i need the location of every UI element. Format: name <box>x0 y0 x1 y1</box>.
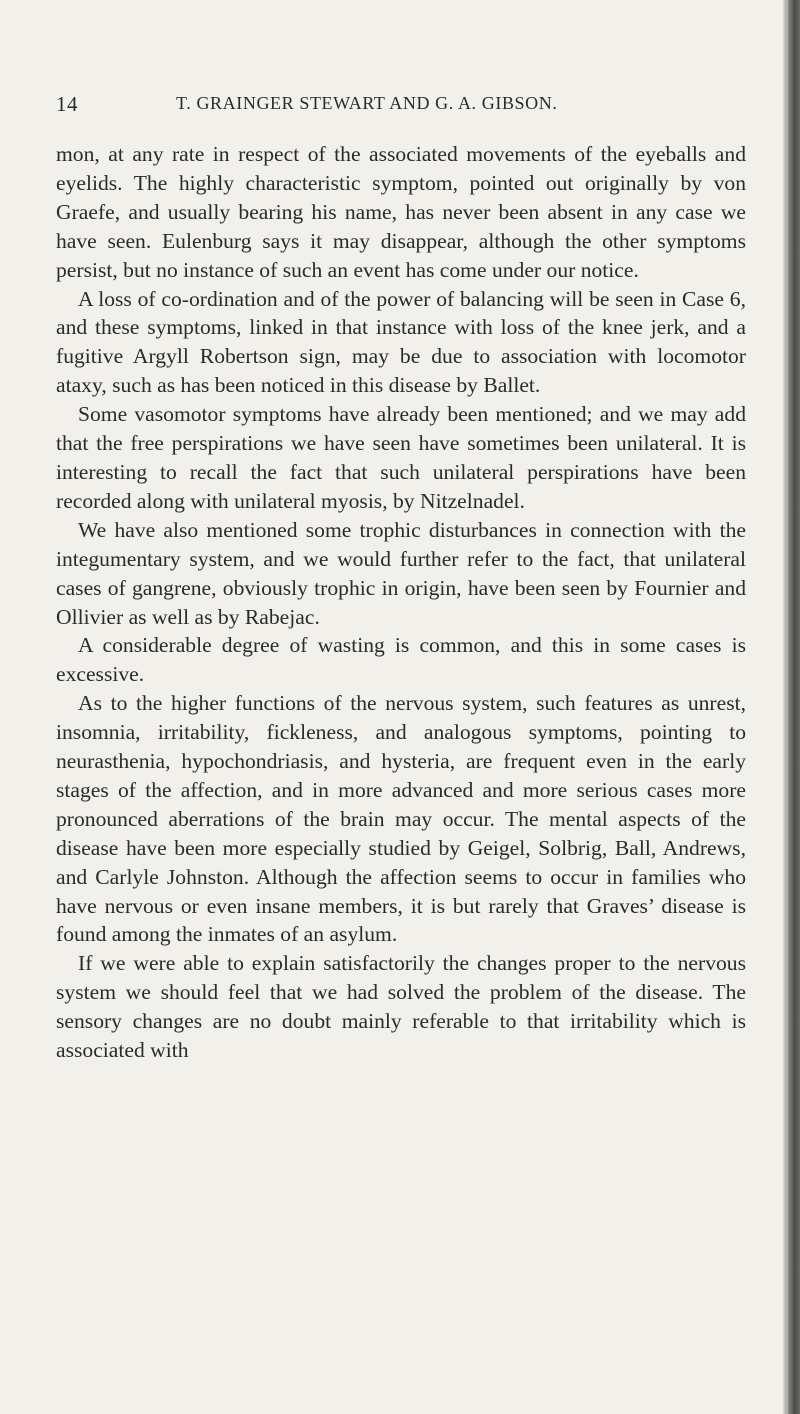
paragraph-continued: mon, at any rate in respect of the associated movements of the eyeballs and eyelids. The highly characteristic symptom, pointed out originally by von Graefe, and usually bearing his name, has never been absent in any case we have seen. Eulenburg says it may disappear, although the other symptoms persist, but no instance of such an event has come under our notice. <box>56 142 746 282</box>
paragraph-vasomotor: Some vasomotor symptoms have already been mentioned; and we may add that the free perspirations we have seen have sometimes been unilateral. It is interesting to recall the fact that such unilateral perspirations have been recorded along with unilateral myosis, by Nitzelnadel. <box>56 402 746 513</box>
page-header <box>56 92 746 116</box>
paragraph-nervous-system: If we were able to explain satisfactorily the changes proper to the nervous system we should feel that we had solved the problem of the disease. The sensory changes are no doubt mainly referable to that irritability which is associated with <box>56 951 746 1063</box>
paragraph-wasting: A considerable degree of wasting is common, and this in some cases is excessive. <box>56 633 746 687</box>
paragraph-trophic: We have also mentioned some trophic disturbances in connection with the integumentary system, and we would further refer to the fact, that unilateral cases of gangrene, obviously trophic in origin, have been seen by Fournier and Ollivier as well as by Rabejac. <box>56 517 746 629</box>
paragraph-higher-functions: As to the higher functions of the nervous system, such features as unrest, insomnia, irritability, fickleness, and analogous symptoms, pointing to neurasthenia, hypochondriasis, and hysteria, are frequent even in the early stages of the affection, and in more advanced and more serious cases more pronounced aberrations of the brain may occur. The mental aspects of the disease have been more especially studied by Geigel, Solbrig, Ball, Andrews, and Carlyle Johnston. Although the affection seems to occur in families who have nervous or even insane members, it is but rarely that Graves’ disease is found among the inmates of an asylum. <box>56 691 746 947</box>
running-head: T. GRAINGER STEWART AND G. A. GIBSON. <box>176 93 558 113</box>
page-number: 14 <box>56 92 78 116</box>
paragraph-coordination: A loss of co-ordination and of the power of balancing will be seen in Case 6, and these symptoms, linked in that instance with loss of the knee jerk, and a fugitive Argyll Robertson sign, may be due to association with locomotor ataxy, such as has been noticed in this disease by Ballet. <box>56 286 746 398</box>
page-edge-strip <box>785 0 788 1414</box>
body-text <box>56 140 746 1065</box>
